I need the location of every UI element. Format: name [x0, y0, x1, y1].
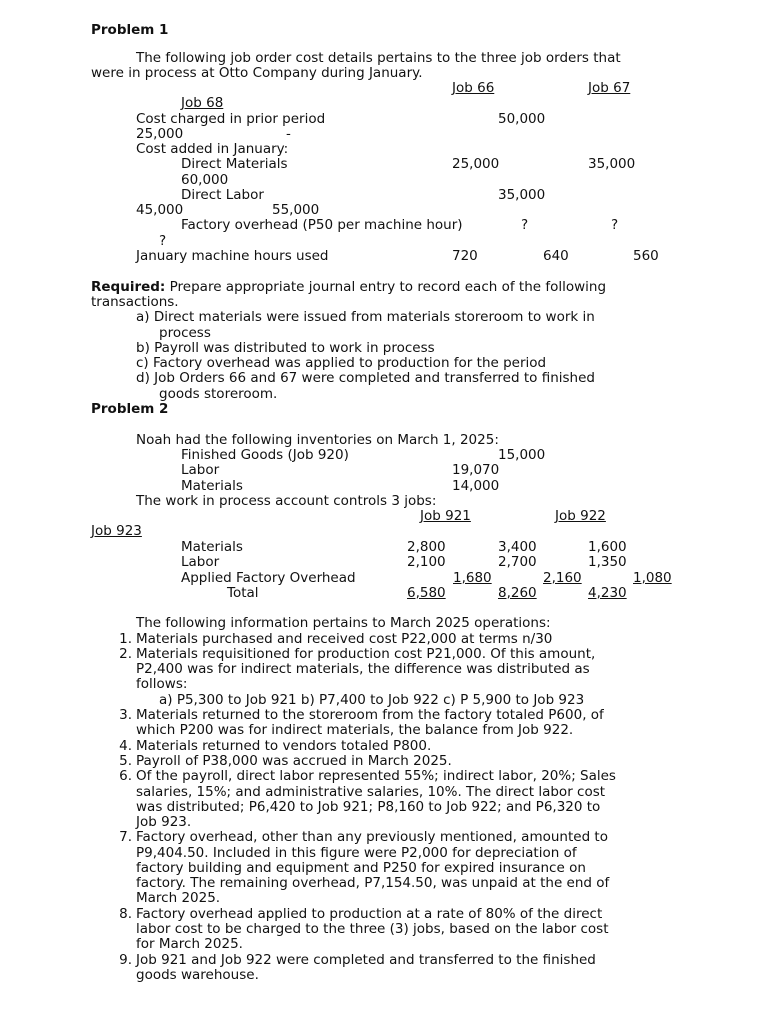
- item-3-line-1: Materials returned to the storeroom from the factory totaled P600, of: [136, 707, 604, 723]
- problem-2-heading: Problem 2: [91, 401, 169, 417]
- wip-overhead-921: 1,680: [453, 570, 492, 586]
- wip-total-921: 6,580: [407, 585, 446, 601]
- item-6-line-4: Job 923.: [136, 814, 192, 830]
- wip-intro: The work in process account controls 3 jobs:: [136, 493, 437, 509]
- prior-period-job68: -: [286, 126, 291, 142]
- item-7-line-4: factory. The remaining overhead, P7,154.50, was unpaid at the end of: [136, 875, 610, 891]
- item-4-number: 4.: [119, 738, 132, 754]
- item-8-line-3: for March 2025.: [136, 936, 243, 952]
- item-8-number: 8.: [119, 906, 132, 922]
- requirement-a-cont: process: [159, 325, 211, 341]
- item-2-line-2: P2,400 was for indirect materials, the difference was distributed as: [136, 661, 590, 677]
- job-67-header: Job 67: [588, 80, 631, 96]
- item-9-line-1: Job 921 and Job 922 were completed and transferred to the finished: [136, 952, 596, 968]
- wip-overhead-label: Applied Factory Overhead: [181, 570, 356, 586]
- item-1: Materials purchased and received cost P22,000 at terms n/30: [136, 631, 553, 647]
- item-5: Payroll of P38,000 was accrued in March 2025.: [136, 753, 452, 769]
- requirement-d-cont: goods storeroom.: [159, 386, 278, 402]
- wip-overhead-923: 1,080: [633, 570, 672, 586]
- wip-materials-label: Materials: [181, 539, 243, 555]
- machine-hours-job66: 720: [452, 248, 478, 264]
- required-line-2: transactions.: [91, 294, 179, 310]
- item-2-line-3: follows:: [136, 676, 188, 692]
- direct-materials-label: Direct Materials: [181, 156, 288, 172]
- direct-materials-job67: 35,000: [588, 156, 636, 172]
- required-text: Prepare appropriate journal entry to record each of the following: [165, 279, 607, 295]
- item-7-line-5: March 2025.: [136, 890, 221, 906]
- job-68-header: Job 68: [181, 95, 224, 111]
- job-921-header: Job 921: [420, 508, 471, 524]
- item-1-number: 1.: [119, 631, 132, 647]
- required-label: Required:: [91, 279, 166, 295]
- requirement-c: c) Factory overhead was applied to production for the period: [136, 355, 547, 371]
- item-7-number: 7.: [119, 829, 132, 845]
- requirement-d: d) Job Orders 66 and 67 were completed and transferred to finished: [136, 370, 595, 386]
- item-3-line-2: which P200 was for indirect materials, the balance from Job 922.: [136, 722, 574, 738]
- operations-intro: The following information pertains to March 2025 operations:: [136, 615, 551, 631]
- item-3-number: 3.: [119, 707, 132, 723]
- finished-goods-value: 15,000: [498, 447, 546, 463]
- direct-labor-job68: 55,000: [272, 202, 320, 218]
- machine-hours-job68: 560: [633, 248, 659, 264]
- direct-materials-job66: 25,000: [452, 156, 500, 172]
- materials-value: 14,000: [452, 478, 500, 494]
- required-line-1: [91, 280, 606, 295]
- machine-hours-label: January machine hours used: [136, 248, 329, 264]
- item-9-number: 9.: [119, 952, 132, 968]
- job-922-header: Job 922: [555, 508, 606, 524]
- labor-value: 19,070: [452, 462, 500, 478]
- finished-goods-label: Finished Goods (Job 920): [181, 447, 349, 463]
- machine-hours-job67: 640: [543, 248, 569, 264]
- wip-materials-923: 1,600: [588, 539, 627, 555]
- direct-labor-job67: 45,000: [136, 202, 184, 218]
- factory-overhead-job66: ?: [521, 217, 529, 233]
- item-4: Materials returned to vendors totaled P800.: [136, 738, 432, 754]
- p1-intro-line-1: The following job order cost details pertains to the three job orders that: [136, 50, 621, 66]
- p1-intro-line-2: were in process at Otto Company during January.: [91, 65, 423, 81]
- wip-labor-921: 2,100: [407, 554, 446, 570]
- job-66-header: Job 66: [452, 80, 495, 96]
- direct-materials-job68: 60,000: [181, 172, 229, 188]
- factory-overhead-job67: ?: [611, 217, 619, 233]
- item-2-distribution: a) P5,300 to Job 921 b) P7,400 to Job 922 c) P 5,900 to Job 923: [159, 692, 585, 708]
- direct-labor-job66: 35,000: [498, 187, 546, 203]
- wip-total-922: 8,260: [498, 585, 537, 601]
- wip-materials-922: 3,400: [498, 539, 537, 555]
- prior-period-label: Cost charged in prior period: [136, 111, 326, 127]
- item-7-line-3: factory building and equipment and P250 for expired insurance on: [136, 860, 586, 876]
- item-2-number: 2.: [119, 646, 132, 662]
- item-6-line-3: was distributed; P6,420 to Job 921; P8,160 to Job 922; and P6,320 to: [136, 799, 601, 815]
- item-5-number: 5.: [119, 753, 132, 769]
- factory-overhead-job68: ?: [159, 233, 167, 249]
- job-923-header: Job 923: [91, 523, 142, 539]
- item-9-line-2: goods warehouse.: [136, 967, 259, 983]
- materials-label: Materials: [181, 478, 243, 494]
- labor-label: Labor: [181, 462, 220, 478]
- item-8-line-2: labor cost to be charged to the three (3) jobs, based on the labor cost: [136, 921, 609, 937]
- wip-overhead-922: 2,160: [543, 570, 582, 586]
- item-8-line-1: Factory overhead applied to production at a rate of 80% of the direct: [136, 906, 603, 922]
- item-6-number: 6.: [119, 768, 132, 784]
- prior-period-job67: 25,000: [136, 126, 184, 142]
- factory-overhead-label: Factory overhead (P50 per machine hour): [181, 217, 463, 233]
- requirement-a: a) Direct materials were issued from materials storeroom to work in: [136, 309, 595, 325]
- wip-labor-label: Labor: [181, 554, 220, 570]
- problem-1-heading: Problem 1: [91, 22, 169, 38]
- prior-period-job66: 50,000: [498, 111, 546, 127]
- requirement-b: b) Payroll was distributed to work in process: [136, 340, 435, 356]
- item-6-line-1: Of the payroll, direct labor represented 55%; indirect labor, 20%; Sales: [136, 768, 616, 784]
- item-7-line-1: Factory overhead, other than any previously mentioned, amounted to: [136, 829, 608, 845]
- wip-total-label: Total: [227, 585, 259, 601]
- wip-total-923: 4,230: [588, 585, 627, 601]
- direct-labor-label: Direct Labor: [181, 187, 264, 203]
- wip-labor-923: 1,350: [588, 554, 627, 570]
- item-2-line-1: Materials requisitioned for production cost P21,000. Of this amount,: [136, 646, 596, 662]
- cost-added-label: Cost added in January:: [136, 141, 289, 157]
- item-6-line-2: salaries, 15%; and administrative salaries, 10%. The direct labor cost: [136, 784, 606, 800]
- item-7-line-2: P9,404.50. Included in this figure were P2,000 for depreciation of: [136, 845, 577, 861]
- wip-labor-922: 2,700: [498, 554, 537, 570]
- p2-intro: Noah had the following inventories on March 1, 2025:: [136, 432, 499, 448]
- wip-materials-921: 2,800: [407, 539, 446, 555]
